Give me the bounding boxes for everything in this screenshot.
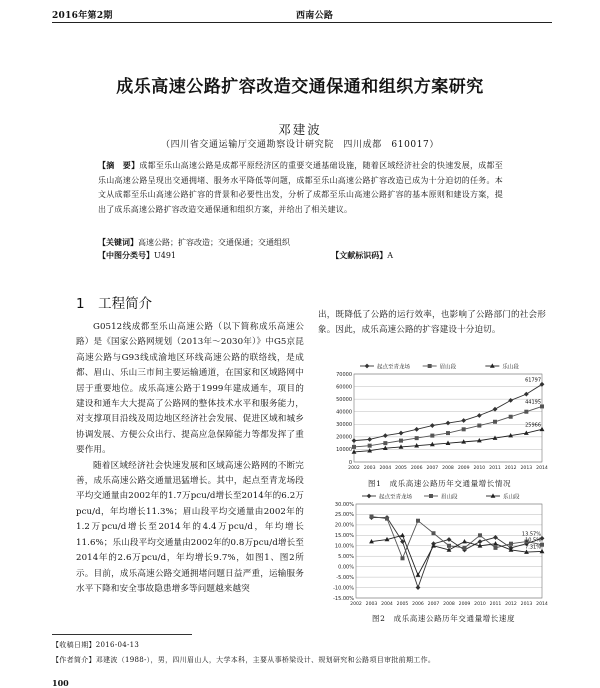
doc-code [331,249,393,262]
fig2-x-tick: 2009 [458,602,471,607]
fig2-data-point [432,531,436,535]
fig1-legend-label: 眉山段 [439,364,457,371]
fig2-y-tick: 5.00% [338,554,354,561]
fig2-legend-label: 起点至青龙场 [379,494,413,501]
page-number: 100 [52,678,69,688]
fig2-x-tick: 2013 [520,602,533,607]
clc [98,249,176,262]
fig2-x-tick: 2008 [443,602,455,607]
fig1-data-point [493,407,498,412]
fig1-x-tick: 2008 [442,466,454,471]
fig2-x-tick: 2002 [350,602,362,607]
fig2-x-tick: 2014 [536,602,548,607]
fig1-legend-marker [428,364,432,368]
fig1-data-label: 25966 [525,422,541,429]
fig1-y-tick: 70000 [336,371,352,378]
clc-value: U491 [154,251,177,260]
paper-meta [98,236,503,262]
fig2-x-tick: 2005 [396,602,409,607]
fig1-data-point [524,392,529,397]
abstract-text: 成都至乐山高速公路是成都平原经济区的重要交通基础设施，随着区域经济社会的快速发展，成都至乐山高速公路呈现出交通拥堵、服务水平降低等问题，成都至乐山高速公路扩容改造已成为十分迫切的任务。本文从成都至乐山高速公路扩容的背景和必要性出发，分析了成都至乐山高速公路扩容的基本原则和建设方案，提出了成乐高速公路扩容改造交通保通和组织方案，并给出了相关建议。 [98,161,504,214]
keywords-label: 【关键词】 [98,237,138,247]
paragraph-continued: 出，既降低了公路的运行效率，也影响了公路部门的社会形象。因此，成乐高速公路的扩容建设十分迫切。 [318,310,546,336]
keywords-text: 高速公路；扩容改造；交通保通；交通组织 [138,238,290,247]
fig2-y-tick: 10.00% [334,543,354,550]
journal-issue: 2016年第2期 [52,11,113,21]
fig2-x-tick: 2006 [412,602,424,607]
doc-code-value: A [387,251,393,260]
abstract [98,158,503,217]
fig2-y-tick: 15.00% [334,533,354,540]
fig2-data-point [401,556,405,560]
paper-title: 成乐高速公路扩容改造交通保通和组织方案研究 [116,77,484,97]
fig1-x-tick: 2004 [379,466,392,471]
fig1-x-tick: 2012 [504,466,517,471]
paragraph-traffic: 随着区域经济社会快速发展和区域高速公路网的不断完善，成乐高速公路交通量迅猛增长。其中，起点至青龙场段平均交通量由2002年的1.7万pcu/d增长至2014年的6.2万pcu/d，年均增长11.3%；眉山段平均交通量由2002年的1.2万pcu/d增长至2014年的4.4万pcu/d，年均增长11.6%；乐山段平均交通量由2002年的0.8万pcu/d增长至2014年的2.6万pcu/d，年均增长9.7%，如图1、图2所示。目前，成乐高速公路交通拥堵问题日益严重，运输服务水平下降和安全事故隐患增多等问题越来越突 [76,460,304,594]
fig1-data-point [368,444,372,448]
fig2-x-tick: 2003 [365,602,378,607]
fig2-data-point [494,546,498,550]
figure-2-svg [326,490,548,608]
fig1-x-tick: 2002 [348,466,360,471]
fig1-data-point [415,436,419,440]
fig1-x-tick: 2007 [426,466,439,471]
fig2-x-tick: 2010 [474,602,486,607]
fig2-x-tick: 2011 [489,602,502,607]
fig1-x-tick: 2005 [395,466,407,471]
fig2-data-point [447,544,451,548]
fig2-data-point [478,533,482,537]
fig2-y-tick: 0.00% [338,564,354,571]
fig2-y-tick: 25.00% [334,512,354,519]
fig1-data-point [508,398,513,403]
fig1-data-point [352,445,356,449]
fig1-data-point [399,431,404,436]
fig1-data-point [446,431,450,435]
fig1-data-point [477,413,482,418]
figure-1-chart [326,360,548,476]
fig1-legend-label: 起点至青龙场 [377,364,411,371]
journal-name: 西南公路 [296,11,334,21]
fig1-x-tick: 2003 [363,466,376,471]
fig2-data-point [370,515,374,519]
fig1-data-label: 44195 [525,399,541,406]
fig2-legend-label: 乐山段 [503,494,520,501]
fig2-x-tick: 2012 [505,602,517,607]
fig2-data-point [493,535,498,540]
fig1-data-label: 61797 [525,377,541,384]
fig2-y-tick: 30.00% [334,501,354,508]
fig1-y-tick: 20000 [336,434,352,441]
fig1-data-point [414,427,419,432]
fig1-x-tick: 2013 [520,466,533,471]
fig1-data-point [383,433,388,438]
fig2-data-label: 10.5% [525,537,541,544]
fig1-data-point [430,423,435,428]
author-name: 邓建波 [278,122,322,137]
fig2-data-label: 13.57% [521,531,541,538]
fig2-y-tick: -15.00% [333,595,354,602]
fig1-x-tick: 2009 [457,466,470,471]
keywords [98,236,503,249]
fig1-x-tick: 2014 [536,466,548,471]
fig1-y-tick: 0 [348,459,352,466]
doc-code-label: 【文献标识码】 [331,250,388,260]
fig2-series-line [372,535,543,575]
header-rule [52,22,552,23]
figure-1-caption: 图1 成乐高速公路历年交通量增长情况 [368,479,512,488]
fig1-legend-label: 乐山段 [502,364,519,371]
fig1-data-point [477,424,481,428]
fig2-data-point [447,537,452,542]
fig1-x-tick: 2010 [473,466,486,471]
fig1-data-point [430,434,434,438]
fig1-data-point [461,418,466,423]
figure-1-svg [326,360,548,472]
fig2-series-line [372,517,543,559]
fig1-data-point [509,415,513,419]
fig2-x-tick: 2004 [381,602,393,607]
fig2-y-tick: 20.00% [334,522,354,529]
fig1-data-point [446,421,451,426]
fig1-data-point [524,410,528,414]
footnote-received: 【收稿日期】2016-04-13 [52,641,140,649]
fig1-y-tick: 60000 [336,384,352,391]
fig1-data-point [399,439,403,443]
fig2-data-label: 7.31% [525,544,541,551]
figure-2-chart [326,490,548,612]
fig1-legend-marker [365,364,370,369]
fig1-data-point [383,441,387,445]
classification-row [98,249,503,262]
fig1-data-point [352,438,357,443]
fig2-data-point [509,542,513,546]
right-column [318,308,546,339]
fig1-data-point [493,420,497,424]
clc-label: 【中图分类号】 [98,250,154,260]
abstract-label: 【摘 要】 [98,160,140,170]
fig1-y-tick: 40000 [336,409,352,416]
fig2-y-tick: -5.00% [336,574,354,581]
fig2-y-tick: -10.00% [333,585,354,592]
footnote-rule [52,634,192,635]
fig2-x-tick: 2007 [427,602,440,607]
fig2-legend-marker [367,494,372,499]
fig2-data-point [400,533,405,537]
fig2-data-point [416,585,421,590]
fig2-legend-label: 眉山段 [441,494,458,501]
fig1-y-tick: 30000 [336,422,352,429]
author-affiliation: （四川省交通运输厅交通勘察设计研究院 四川成都 610017） [161,140,439,150]
fig1-x-tick: 2006 [410,466,423,471]
fig2-data-point [416,519,420,523]
figure-2-caption: 图2 成乐高速公路历年交通量增长速度 [372,614,516,623]
fig2-legend-marker [429,494,433,498]
fig1-data-point [462,427,466,431]
fig1-data-point [367,437,372,442]
fig2-data-point [462,539,467,543]
footnote-author-bio: 【作者简介】邓建波（1988-），男，四川眉山人，大学本科，主要从事桥梁设计、规划研究和公路项目审批前期工作。 [52,656,436,664]
fig2-data-point [416,572,421,576]
section-heading: 1 工程简介 [76,296,153,312]
fig2-data-point [385,517,389,521]
fig1-x-tick: 2011 [489,466,501,471]
fig2-data-point [463,546,467,550]
paragraph-intro: G0512线成都至乐山高速公路（以下简称成乐高速公路）是《国家公路网规划（2013年～2030年）》中G5京昆高速公路与G93线成渝地区环线高速公路的联络线，是成都、眉山、乐山三市间主要运输通道，在国家和区域路网中居于重要地位。成乐高速公路于1999年建成通车，项目的建设和通车大大提高了公路网的整体技术水平和服务能力，对支撑项目沿线及周边地区经济社会发展、促进区域和城乡协调发展、方便公众出行、提高应急保障能力等都发挥了重要作用。 [76,322,304,456]
fig1-y-tick: 50000 [336,396,352,403]
fig2-data-point [493,541,498,545]
left-column [76,320,304,597]
fig1-y-tick: 10000 [336,447,352,454]
